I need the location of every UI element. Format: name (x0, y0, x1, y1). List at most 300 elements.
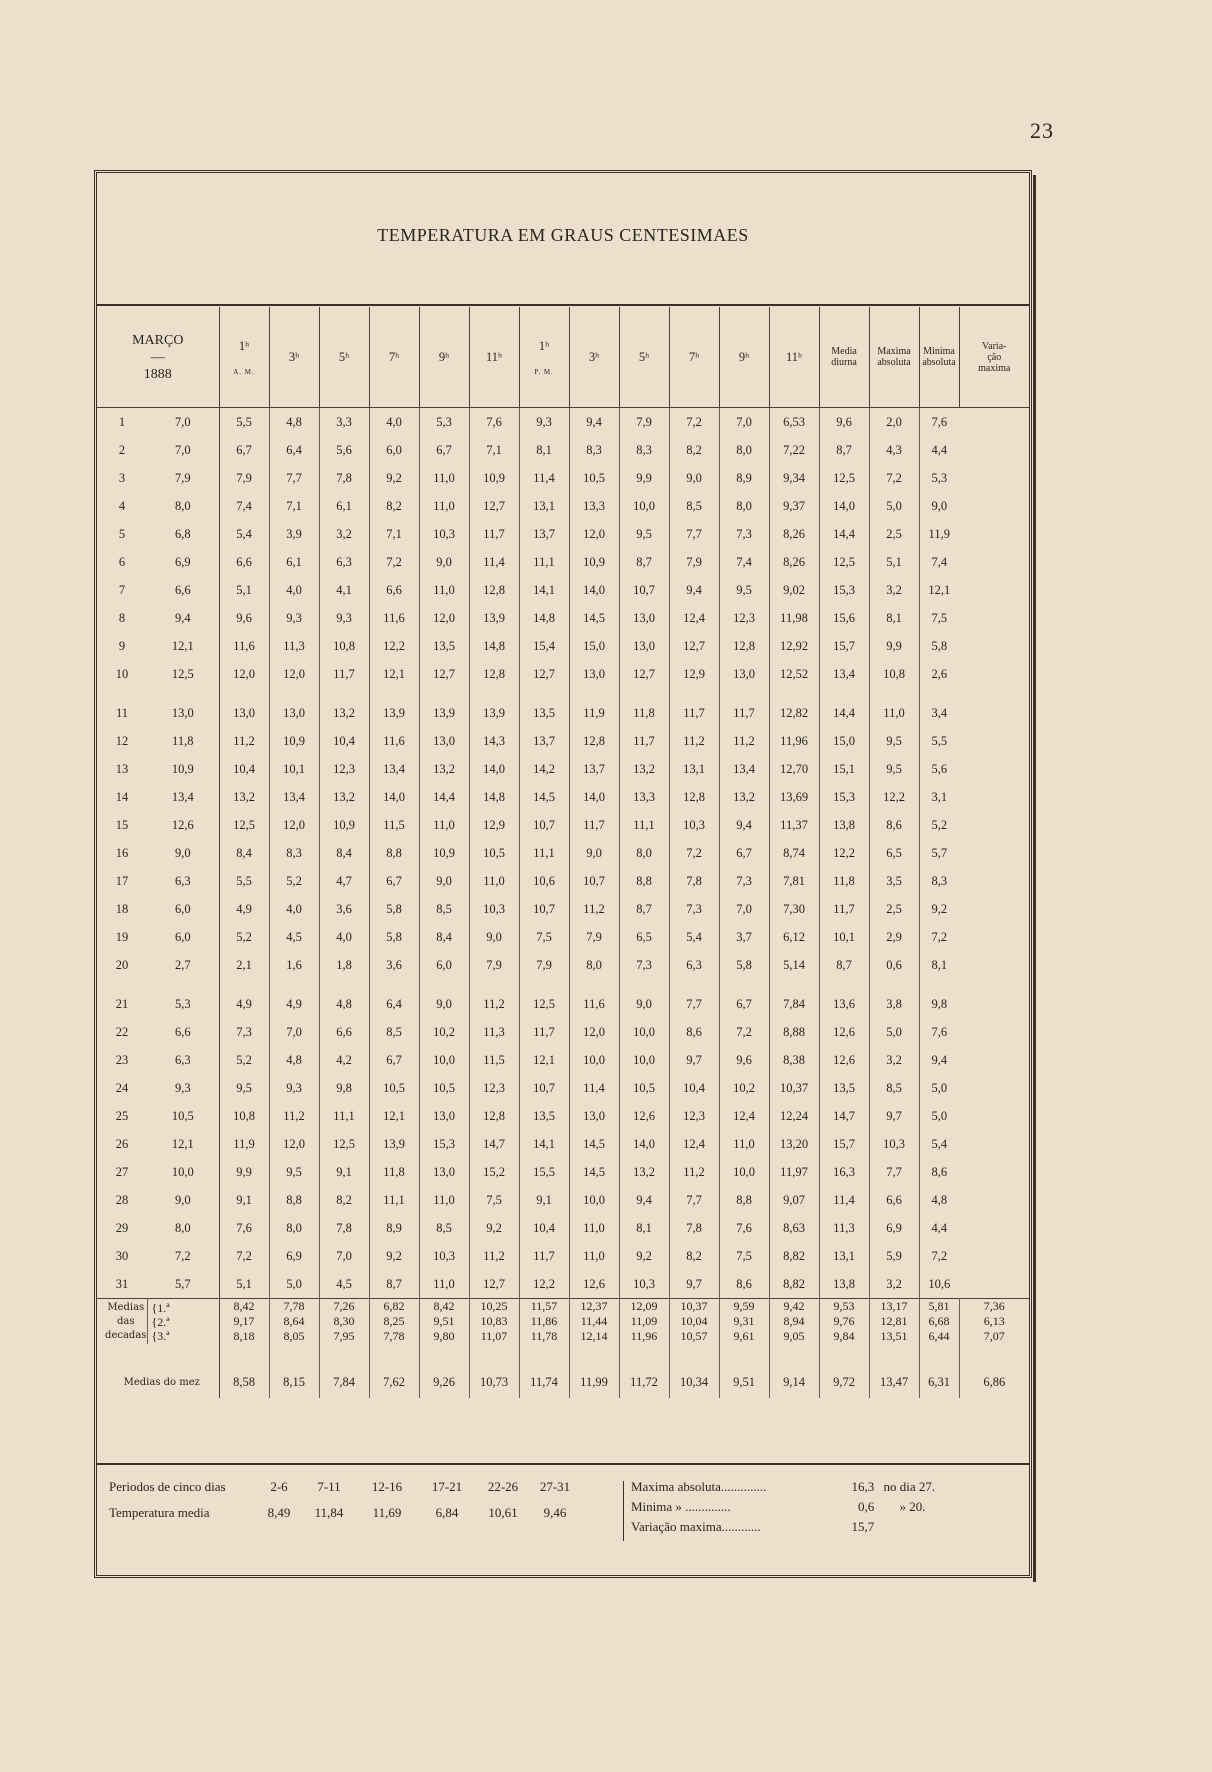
day-number: 26 (115, 1136, 129, 1151)
decada-media-value: 7,95 (333, 1329, 355, 1343)
temperatura-value: 8,49 (267, 1505, 291, 1520)
day-number: 13 (115, 761, 129, 776)
decada-media-value: 6,68 (928, 1314, 950, 1328)
temperature-cell: 6,7 (719, 990, 769, 1018)
temperature-cell: 10,1 (819, 923, 869, 951)
gap-cell (147, 979, 219, 990)
temperature-cell: 10,2 (719, 1074, 769, 1102)
decada-mark: {2.ª (151, 1314, 170, 1329)
temperature-cell: 11,2 (219, 727, 269, 755)
temperature-cell: 12,8 (469, 576, 519, 604)
temperature-cell: 6,6 (319, 1018, 369, 1046)
temperature-cell: 7,3 (719, 520, 769, 548)
gap-cell (769, 688, 819, 699)
hour-label: 5ʰ (638, 349, 650, 364)
temperature-cell: 10,9 (419, 839, 469, 867)
temperature-cell: 13,69 (769, 783, 819, 811)
temperature-cell: 8,0 (619, 839, 669, 867)
gap-cell (619, 688, 669, 699)
temperature-cell: 15,1 (819, 755, 869, 783)
temperature-cell: 11,2 (469, 990, 519, 1018)
decada-media-cell (719, 1299, 769, 1345)
temperature-cell: 12,0 (219, 660, 269, 688)
temperature-cell: 7,3 (719, 867, 769, 895)
decada-media-value: 12,37 (580, 1299, 608, 1313)
temperature-cell: 13,20 (769, 1130, 819, 1158)
temperature-cell: 6,9 (869, 1214, 919, 1242)
temperature-cell: 8,2 (669, 1242, 719, 1270)
temperature-cell: 15,3 (419, 1130, 469, 1158)
temperature-cell: 9,4 (569, 408, 619, 437)
temperature-cell: 9,9 (219, 1158, 269, 1186)
temperature-cell: 9,34 (769, 464, 819, 492)
hour-header (319, 307, 369, 408)
temperature-cell: 6,3 (319, 548, 369, 576)
temperature-cell: 13,2 (619, 1158, 669, 1186)
temperature-cell: 7,2 (869, 464, 919, 492)
day-row (97, 408, 1029, 437)
temperature-cell: 5,14 (769, 951, 819, 979)
temperature-cell: 6,0 (369, 436, 419, 464)
temperature-cell: 3,6 (369, 951, 419, 979)
temperature-cell: 10,6 (928, 1276, 951, 1291)
temperature-cell: 8,0 (147, 492, 219, 520)
temperature-cell: 9,9 (619, 464, 669, 492)
temperature-cell: 12,7 (469, 492, 519, 520)
temperature-cell: 5,1 (219, 1270, 269, 1299)
mez-media-cell: 11,74 (519, 1344, 569, 1398)
temperature-cell: 9,4 (719, 811, 769, 839)
temperature-cell: 13,5 (519, 1102, 569, 1130)
temperature-cell: 11,5 (369, 811, 419, 839)
temperature-cell: 4,3 (869, 436, 919, 464)
summary-bracket (623, 1481, 624, 1541)
temperature-cell: 13,7 (519, 727, 569, 755)
medias-decadas-line: Medias (107, 1301, 145, 1313)
temperature-cell: 10,7 (519, 1074, 569, 1102)
maxima-absoluta-line: absoluta (877, 357, 911, 368)
temperature-cell: 3,2 (869, 1270, 919, 1299)
day-row (97, 951, 1029, 979)
periodo-value: 22-26 (487, 1479, 519, 1494)
temperature-cell: 8,7 (819, 951, 869, 979)
temperature-cell: 7,8 (319, 464, 369, 492)
temperature-cell: 11,0 (419, 492, 469, 520)
temperature-cell: 12,5 (819, 464, 869, 492)
temperature-cell: 8,5 (419, 1214, 469, 1242)
header-row (97, 307, 1029, 408)
temperature-cell: 13,0 (619, 604, 669, 632)
temperature-cell: 9,2 (369, 1242, 419, 1270)
temperature-cell: 14,5 (569, 1130, 619, 1158)
temperature-cell: 6,8 (147, 520, 219, 548)
day-row (97, 660, 1029, 688)
temperature-cell: 8,8 (269, 1186, 319, 1214)
temperature-cell: 16,3 (819, 1158, 869, 1186)
decada-media-cell (869, 1299, 919, 1345)
temperature-cell: 5,8 (719, 951, 769, 979)
variacao-maxima-line: Varia- (982, 340, 1007, 352)
temperature-cell: 12,1 (147, 632, 219, 660)
temperature-cell: 6,6 (147, 1018, 219, 1046)
temperature-cell: 5,2 (219, 1046, 269, 1074)
temperature-cell: 10,0 (619, 1046, 669, 1074)
decada-media-value: 8,64 (283, 1314, 305, 1328)
temperature-cell: 9,6 (819, 408, 869, 437)
temperature-cell: 13,8 (819, 811, 869, 839)
temperature-cell: 10,7 (519, 811, 569, 839)
temperature-cell: 14,2 (519, 755, 569, 783)
temperature-cell: 4,4 (931, 442, 948, 457)
temperature-cell: 9,0 (669, 464, 719, 492)
temperature-cell: 6,4 (369, 990, 419, 1018)
gap-cell (569, 979, 619, 990)
footer-summary (97, 1463, 1029, 1583)
decada-media-value: 7,07 (983, 1329, 1005, 1343)
decada-media-value: 12,09 (630, 1299, 658, 1313)
temperature-cell: 11,0 (569, 1242, 619, 1270)
temperature-cell: 7,7 (669, 1186, 719, 1214)
temperature-cell: 15,4 (519, 632, 569, 660)
temperature-cell: 5,5 (219, 867, 269, 895)
temperature-cell: 6,6 (869, 1186, 919, 1214)
temperature-cell: 9,2 (931, 901, 948, 916)
temperature-cell: 13,2 (219, 783, 269, 811)
decada-media-cell (219, 1299, 269, 1345)
decada-media-cell (469, 1299, 519, 1345)
gap-cell (569, 688, 619, 699)
temperature-cell: 12,2 (369, 632, 419, 660)
month-header (97, 307, 219, 408)
hour-header (619, 307, 669, 408)
temperature-cell: 11,1 (519, 839, 569, 867)
temperature-cell: 7,8 (319, 1214, 369, 1242)
temperature-cell: 13,8 (819, 1270, 869, 1299)
temperature-cell: 7,2 (369, 548, 419, 576)
temperature-cell: 10,0 (719, 1158, 769, 1186)
maxima-absoluta-line: Maxima (877, 346, 911, 357)
temperature-cell: 10,5 (569, 464, 619, 492)
temperature-cell: 1,8 (319, 951, 369, 979)
mez-media-cell: 11,72 (619, 1344, 669, 1398)
decada-media-value: 10,37 (680, 1299, 708, 1313)
temperature-cell: 9,07 (769, 1186, 819, 1214)
mez-media-cell: 9,72 (819, 1344, 869, 1398)
day-number: 11 (115, 705, 129, 720)
temperature-cell: 5,2 (269, 867, 319, 895)
hour-label: 11ʰ (785, 349, 803, 364)
medias-decadas-row (97, 1299, 1029, 1345)
temperature-cell: 8,8 (369, 839, 419, 867)
temperature-cell: 11,7 (469, 520, 519, 548)
temperature-cell: 3,5 (869, 867, 919, 895)
temperature-cell: 11,8 (619, 699, 669, 727)
day-number: 8 (118, 610, 126, 625)
temperature-cell: 12,1 (369, 1102, 419, 1130)
day-row (97, 604, 1029, 632)
temperature-cell: 9,0 (419, 867, 469, 895)
temperature-cell: 8,0 (147, 1214, 219, 1242)
hour-label: 9ʰ (438, 349, 450, 364)
temperature-cell: 5,0 (869, 492, 919, 520)
decada-media-value: 10,04 (680, 1314, 708, 1328)
temperature-cell: 11,0 (419, 464, 469, 492)
summary-label: Variação maxima............ (631, 1519, 761, 1534)
hour-label: 7ʰ (388, 349, 400, 364)
temperature-cell: 9,3 (319, 604, 369, 632)
temperature-cell: 8,26 (769, 520, 819, 548)
temperature-cell: 7,2 (219, 1242, 269, 1270)
decada-mark: {3.ª (151, 1328, 170, 1343)
temperature-cell: 11,0 (469, 867, 519, 895)
decada-marks (147, 1299, 219, 1345)
temperature-cell: 10,5 (147, 1102, 219, 1130)
temperature-cell: 14,0 (569, 576, 619, 604)
temperature-cell: 9,5 (219, 1074, 269, 1102)
temperature-cell: 1,6 (269, 951, 319, 979)
temperature-cell: 13,5 (419, 632, 469, 660)
temperatura-media-label: Temperatura media (109, 1505, 210, 1520)
temperature-cell: 6,5 (619, 923, 669, 951)
temperature-cell: 7,5 (519, 923, 569, 951)
temperature-cell: 4,5 (269, 923, 319, 951)
temperature-cell: 7,5 (719, 1242, 769, 1270)
decada-media-value: 10,83 (480, 1314, 508, 1328)
media-diurna-header (819, 307, 869, 408)
temperature-cell: 13,0 (147, 699, 219, 727)
gap-cell (819, 688, 869, 699)
temperature-cell: 5,4 (931, 1136, 948, 1151)
temperature-cell: 13,4 (719, 755, 769, 783)
hour-header (369, 307, 419, 408)
temperature-cell: 6,6 (147, 576, 219, 604)
temperature-cell: 4,0 (319, 923, 369, 951)
temperature-cell: 4,2 (319, 1046, 369, 1074)
temperature-cell: 14,0 (569, 783, 619, 811)
temperature-cell: 11,7 (519, 1018, 569, 1046)
temperature-cell: 11,37 (769, 811, 819, 839)
decada-media-value: 11,96 (630, 1329, 658, 1343)
temperature-cell: 8,7 (619, 548, 669, 576)
temperature-cell: 12,6 (819, 1018, 869, 1046)
temperature-cell: 13,0 (419, 727, 469, 755)
temperature-cell: 6,0 (147, 923, 219, 951)
temperature-cell: 0,6 (869, 951, 919, 979)
temperature-cell: 8,1 (869, 604, 919, 632)
decada-media-cell (619, 1299, 669, 1345)
temperature-cell: 11,4 (569, 1074, 619, 1102)
day-row (97, 1214, 1029, 1242)
temperature-cell: 7,6 (719, 1214, 769, 1242)
temperature-cell: 9,0 (931, 498, 948, 513)
temperature-cell: 15,7 (819, 632, 869, 660)
temperature-cell: 9,6 (719, 1046, 769, 1074)
hour-label: 3ʰ (588, 349, 600, 364)
temperature-cell: 7,9 (219, 464, 269, 492)
day-row (97, 811, 1029, 839)
temperature-cell: 7,5 (931, 610, 948, 625)
temperature-cell: 12,9 (469, 811, 519, 839)
temperature-cell: 11,2 (669, 1158, 719, 1186)
temperature-cell: 5,8 (369, 895, 419, 923)
temperature-cell: 3,2 (319, 520, 369, 548)
temperature-cell: 12,5 (319, 1130, 369, 1158)
temperature-cell: 11,9 (569, 699, 619, 727)
temperature-cell: 8,82 (769, 1270, 819, 1299)
temperature-cell: 10,8 (869, 660, 919, 688)
hour-label: 1ʰ (238, 338, 250, 353)
temperature-cell: 11,2 (469, 1242, 519, 1270)
temperature-cell: 8,0 (719, 492, 769, 520)
temperature-cell: 4,9 (219, 990, 269, 1018)
day-number: 6 (118, 554, 126, 569)
temperature-cell: 10,3 (419, 1242, 469, 1270)
temperature-cell: 5,3 (147, 990, 219, 1018)
decada-media-cell (569, 1299, 619, 1345)
temperature-cell: 9,4 (669, 576, 719, 604)
temperature-cell: 11,2 (269, 1102, 319, 1130)
temperature-cell: 12,1 (519, 1046, 569, 1074)
temperature-cell: 15,3 (819, 783, 869, 811)
temperature-cell: 8,3 (619, 436, 669, 464)
day-number: 23 (115, 1052, 129, 1067)
temperature-cell: 14,1 (519, 1130, 569, 1158)
temperature-cell: 7,3 (219, 1018, 269, 1046)
medias-decadas-line: decadas (105, 1329, 147, 1341)
temperature-cell: 15,7 (819, 1130, 869, 1158)
temperature-cell: 13,0 (569, 660, 619, 688)
decada-media-value: 13,51 (880, 1329, 908, 1343)
temperature-cell: 13,0 (219, 699, 269, 727)
temperature-cell: 7,3 (669, 895, 719, 923)
day-number: 15 (115, 817, 129, 832)
decada-media-value: 11,07 (480, 1329, 508, 1343)
temperature-cell: 7,5 (469, 1186, 519, 1214)
temperature-cell: 8,0 (269, 1214, 319, 1242)
gap-cell (719, 979, 769, 990)
temperature-cell: 9,8 (931, 996, 948, 1011)
temperature-cell: 7,0 (269, 1018, 319, 1046)
temperature-cell: 11,5 (469, 1046, 519, 1074)
temperature-cell: 7,0 (719, 895, 769, 923)
temperature-cell: 11,7 (569, 811, 619, 839)
decada-mark: {1.ª (151, 1300, 170, 1315)
temperature-cell: 5,8 (369, 923, 419, 951)
temperature-cell: 7,2 (669, 408, 719, 437)
temperature-cell: 4,7 (319, 867, 369, 895)
temperature-cell: 5,5 (931, 733, 948, 748)
month-label: MARÇO (132, 332, 184, 348)
temperature-cell: 12,9 (669, 660, 719, 688)
temperature-cell: 12,3 (669, 1102, 719, 1130)
temperature-cell: 2,0 (869, 408, 919, 437)
temperature-cell: 4,5 (319, 1270, 369, 1299)
day-row (97, 1186, 1029, 1214)
decada-media-cell (269, 1299, 319, 1345)
temperature-cell: 9,2 (369, 464, 419, 492)
temperatura-value: 9,46 (543, 1505, 567, 1520)
mez-media-cell: 10,34 (669, 1344, 719, 1398)
mez-media-cell: 7,84 (319, 1344, 369, 1398)
temperature-cell: 11,0 (719, 1130, 769, 1158)
gap-cell (97, 688, 147, 699)
temperature-cell: 10,7 (619, 576, 669, 604)
temperature-cell: 6,53 (769, 408, 819, 437)
temperature-cell: 13,2 (419, 755, 469, 783)
temperature-cell: 13,7 (519, 520, 569, 548)
decade-gap (97, 979, 1029, 990)
temperature-cell: 4,8 (269, 408, 319, 437)
day-row (97, 839, 1029, 867)
day-number: 24 (115, 1080, 129, 1095)
hour-label: 5ʰ (338, 349, 350, 364)
decada-media-value: 7,78 (383, 1329, 405, 1343)
temperature-cell: 3,2 (869, 576, 919, 604)
gap-cell (519, 979, 569, 990)
mez-media-cell: 6,31 (919, 1344, 959, 1398)
temperature-cell: 3,1 (931, 789, 948, 804)
temperature-cell: 10,0 (569, 1186, 619, 1214)
temperature-cell: 5,0 (931, 1108, 948, 1123)
temperature-cell: 11,3 (269, 632, 319, 660)
gap-cell (269, 979, 319, 990)
temperature-cell: 6,7 (219, 436, 269, 464)
summary-line (625, 1477, 935, 1497)
temperature-cell: 9,5 (619, 520, 669, 548)
temperature-cell: 12,0 (269, 660, 319, 688)
gap-cell (669, 688, 719, 699)
decada-media-value: 11,86 (530, 1314, 558, 1328)
temperature-cell: 11,1 (369, 1186, 419, 1214)
medias-decadas-label (97, 1299, 147, 1345)
temperature-cell: 6,9 (269, 1242, 319, 1270)
decada-media-value: 9,59 (733, 1299, 755, 1313)
temperature-cell: 8,6 (669, 1018, 719, 1046)
temperature-cell: 6,3 (147, 1046, 219, 1074)
gap-cell (469, 979, 519, 990)
temperature-cell: 8,5 (419, 895, 469, 923)
temperature-cell: 8,2 (319, 1186, 369, 1214)
gap-cell (147, 688, 219, 699)
day-number: 20 (115, 957, 129, 972)
temperature-cell: 11,3 (469, 1018, 519, 1046)
hour-header (269, 307, 319, 408)
temperature-cell: 7,8 (669, 1214, 719, 1242)
periodos-label: Periodos de cinco dias (109, 1479, 226, 1494)
temperature-cell: 13,6 (819, 990, 869, 1018)
temperature-cell: 9,5 (719, 576, 769, 604)
temperature-cell: 3,7 (719, 923, 769, 951)
temperature-cell: 12,0 (569, 520, 619, 548)
gap-cell (369, 979, 419, 990)
temperature-cell: 10,7 (519, 895, 569, 923)
day-row (97, 755, 1029, 783)
temperature-cell: 12,1 (147, 1130, 219, 1158)
variacao-maxima-line: maxima (978, 362, 1011, 374)
temperature-cell: 12,1 (369, 660, 419, 688)
temperature-cell: 13,1 (819, 1242, 869, 1270)
temperature-cell: 8,7 (369, 1270, 419, 1299)
temperature-cell: 12,8 (469, 1102, 519, 1130)
temperature-cell: 6,7 (369, 1046, 419, 1074)
temperature-cell: 13,9 (469, 604, 519, 632)
temperature-cell: 11,97 (769, 1158, 819, 1186)
medias-mez-row (97, 1344, 1029, 1398)
summary-value: 16,3 (851, 1479, 875, 1494)
temperature-cell: 4,9 (219, 895, 269, 923)
temperature-cell: 8,9 (719, 464, 769, 492)
decada-media-value: 9,05 (783, 1329, 805, 1343)
